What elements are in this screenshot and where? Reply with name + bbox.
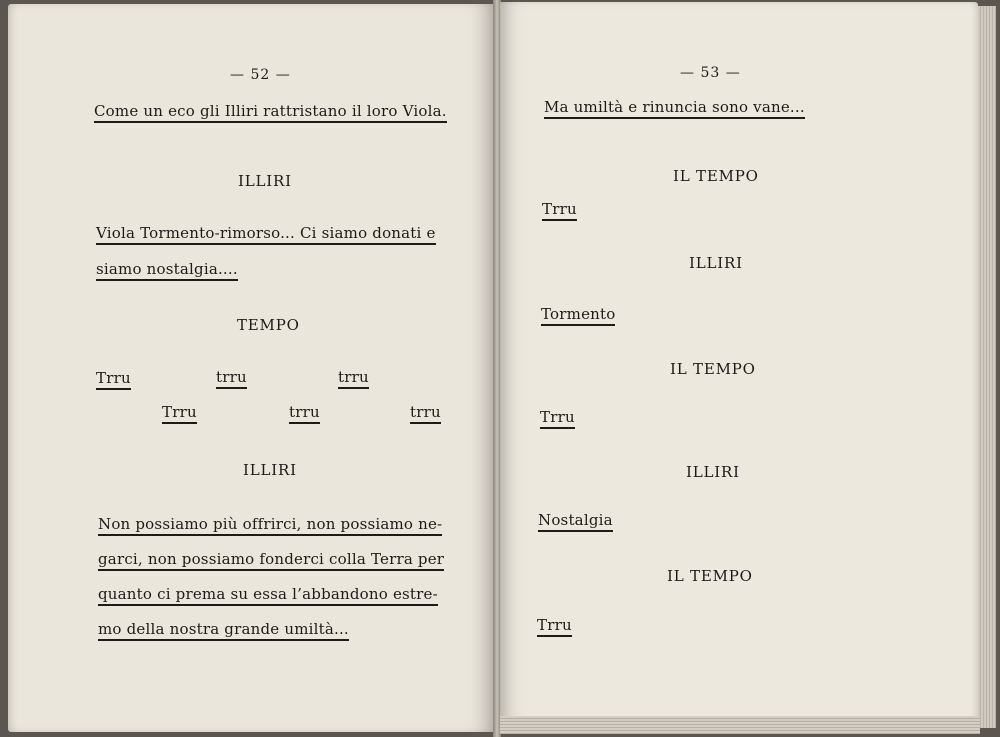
trru-row2-3: trru <box>410 403 441 424</box>
trru-row2-1: Trru <box>162 403 197 424</box>
right-heading-5: IL TEMPO <box>667 567 753 585</box>
trru-row2-2: trru <box>289 403 320 424</box>
left-para-line-4: mo della nostra grande umiltà... <box>98 620 349 641</box>
page-bottom-edges <box>500 716 980 734</box>
left-line-3: siamo nostalgia.... <box>96 260 238 281</box>
left-line-1: Come un eco gli Illiri rattristano il loro Viola. <box>94 102 447 123</box>
left-line-2: Viola Tormento-rimorso... Ci siamo donati e <box>96 224 436 245</box>
right-heading-2: ILLIRI <box>689 254 743 272</box>
right-heading-4: ILLIRI <box>686 463 740 481</box>
right-heading-1: IL TEMPO <box>673 167 759 185</box>
right-line-5: Nostalgia <box>538 511 613 532</box>
right-line-3: Tormento <box>541 305 615 326</box>
trru-row1-3: trru <box>338 368 369 389</box>
left-heading-2: TEMPO <box>237 316 300 334</box>
right-line-1: Ma umiltà e rinuncia sono vane... <box>544 98 805 119</box>
page-number-left: — 52 — <box>230 67 291 83</box>
left-para-line-1: Non possiamo più offrirci, non possiamo ne- <box>98 515 442 536</box>
right-line-4: Trru <box>540 408 575 429</box>
right-line-2: Trru <box>542 200 577 221</box>
page-number-right: — 53 — <box>680 65 741 81</box>
trru-row1-2: trru <box>216 368 247 389</box>
left-heading-1: ILLIRI <box>238 172 292 190</box>
trru-row1-1: Trru <box>96 369 131 390</box>
page-edges <box>978 6 996 728</box>
left-heading-3: ILLIRI <box>243 461 297 479</box>
right-heading-3: IL TEMPO <box>670 360 756 378</box>
right-line-6: Trru <box>537 616 572 637</box>
left-para-line-2: garci, non possiamo fonderci colla Terra per <box>98 550 444 571</box>
left-para-line-3: quanto ci prema su essa l’abbandono estre- <box>98 585 438 606</box>
